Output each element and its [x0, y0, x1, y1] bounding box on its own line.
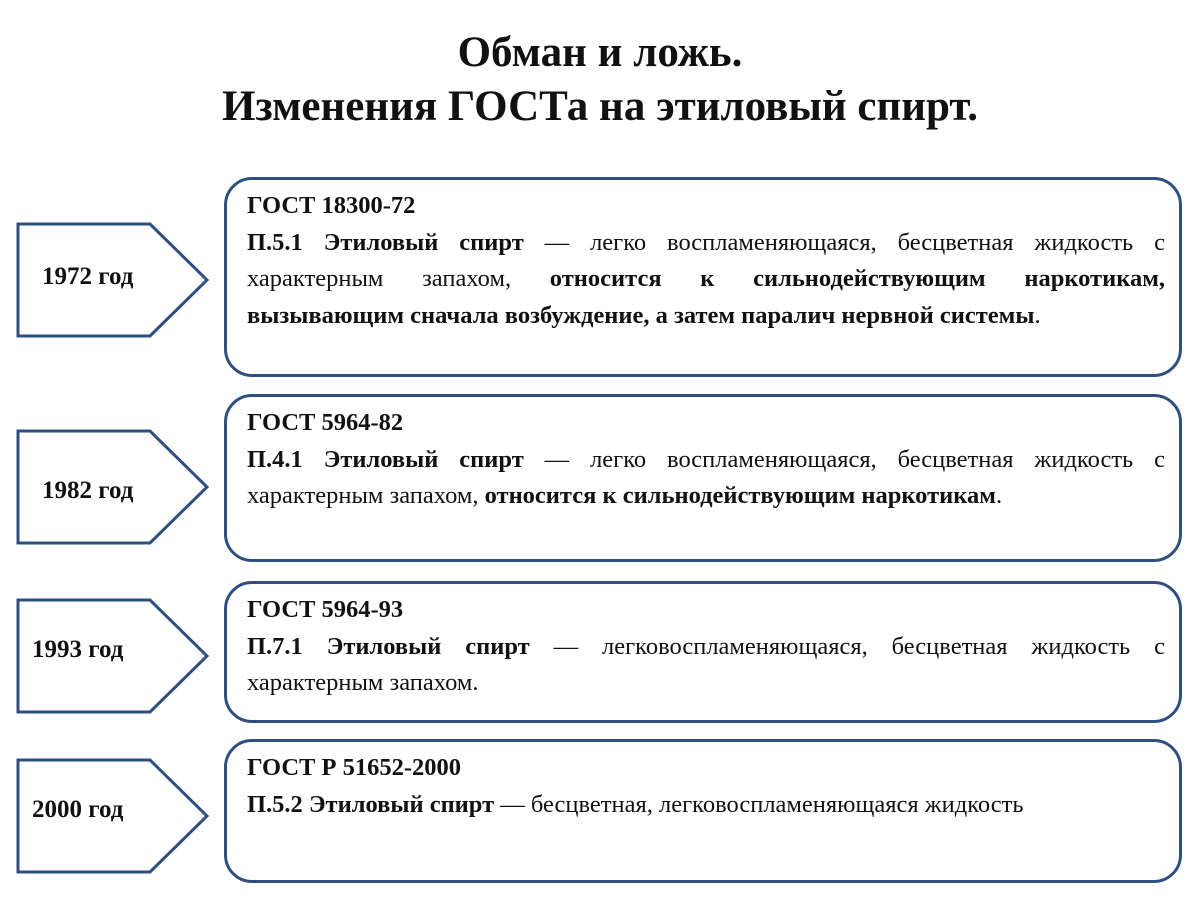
clause-end: . — [1034, 301, 1041, 329]
year-label: 1982 год — [42, 477, 134, 504]
title-line-1: Обман и ложь. — [457, 29, 743, 76]
gost-clause-text — [247, 442, 1165, 515]
year-label: 2000 год — [32, 796, 124, 823]
clause-plain-text: — легко воспламеняющаяся, бесцветная жидкость с характерным запахом, — [247, 445, 1165, 509]
gost-number: ГОСТ Р 51652-2000 — [247, 754, 461, 781]
clause-number: П.5.1 — [247, 228, 303, 256]
gost-number: ГОСТ 18300-72 — [247, 192, 416, 219]
gost-card-1993 — [224, 581, 1182, 723]
clause-bold-text: относится к сильнодействующим наркотикам — [484, 482, 996, 509]
clause-number: П.5.2 — [247, 790, 303, 818]
clause-plain-text: — бесцветная, легковоспламеняющаяся жидкость — [494, 790, 1024, 818]
year-label: 1993 год — [32, 636, 124, 663]
gost-clause-text — [247, 629, 1165, 702]
gost-clause-text — [247, 787, 1165, 824]
year-label: 1972 год — [42, 263, 134, 290]
gost-card-2000 — [224, 739, 1182, 883]
clause-subject: Этиловый спирт — [323, 228, 524, 256]
gost-number: ГОСТ 5964-82 — [247, 409, 404, 436]
year-tag-2000 — [16, 758, 210, 874]
title-line-2: Изменения ГОСТа на этиловый спирт. — [221, 83, 979, 130]
gost-card-1982 — [224, 394, 1182, 562]
gost-clause-text — [247, 225, 1165, 335]
clause-subject: Этиловый спирт — [323, 445, 524, 473]
gost-number: ГОСТ 5964-93 — [247, 596, 404, 623]
clause-plain-text: — легковоспламеняющаяся, бесцветная жидкость с характерным запахом. — [247, 632, 1165, 696]
clause-subject: Этиловый спирт — [308, 790, 495, 818]
clause-plain-text: — легко воспламеняющаяся, бесцветная жидкость с характерным запахом, — [247, 228, 1165, 292]
clause-number: П.7.1 — [247, 632, 303, 660]
gost-card-1972 — [224, 177, 1182, 377]
clause-end: . — [995, 482, 1003, 509]
year-tag-1993 — [16, 598, 210, 714]
year-tag-1982 — [16, 429, 210, 545]
clause-number: П.4.1 — [247, 445, 303, 473]
page-title — [0, 26, 1200, 134]
clause-subject: Этиловый спирт — [326, 632, 530, 660]
year-tag-1972 — [16, 222, 210, 338]
clause-bold-text: относится к сильнодействующим наркотикам, вызывающим сначала возбуждение, а затем паралич нервной системы — [247, 265, 1166, 329]
